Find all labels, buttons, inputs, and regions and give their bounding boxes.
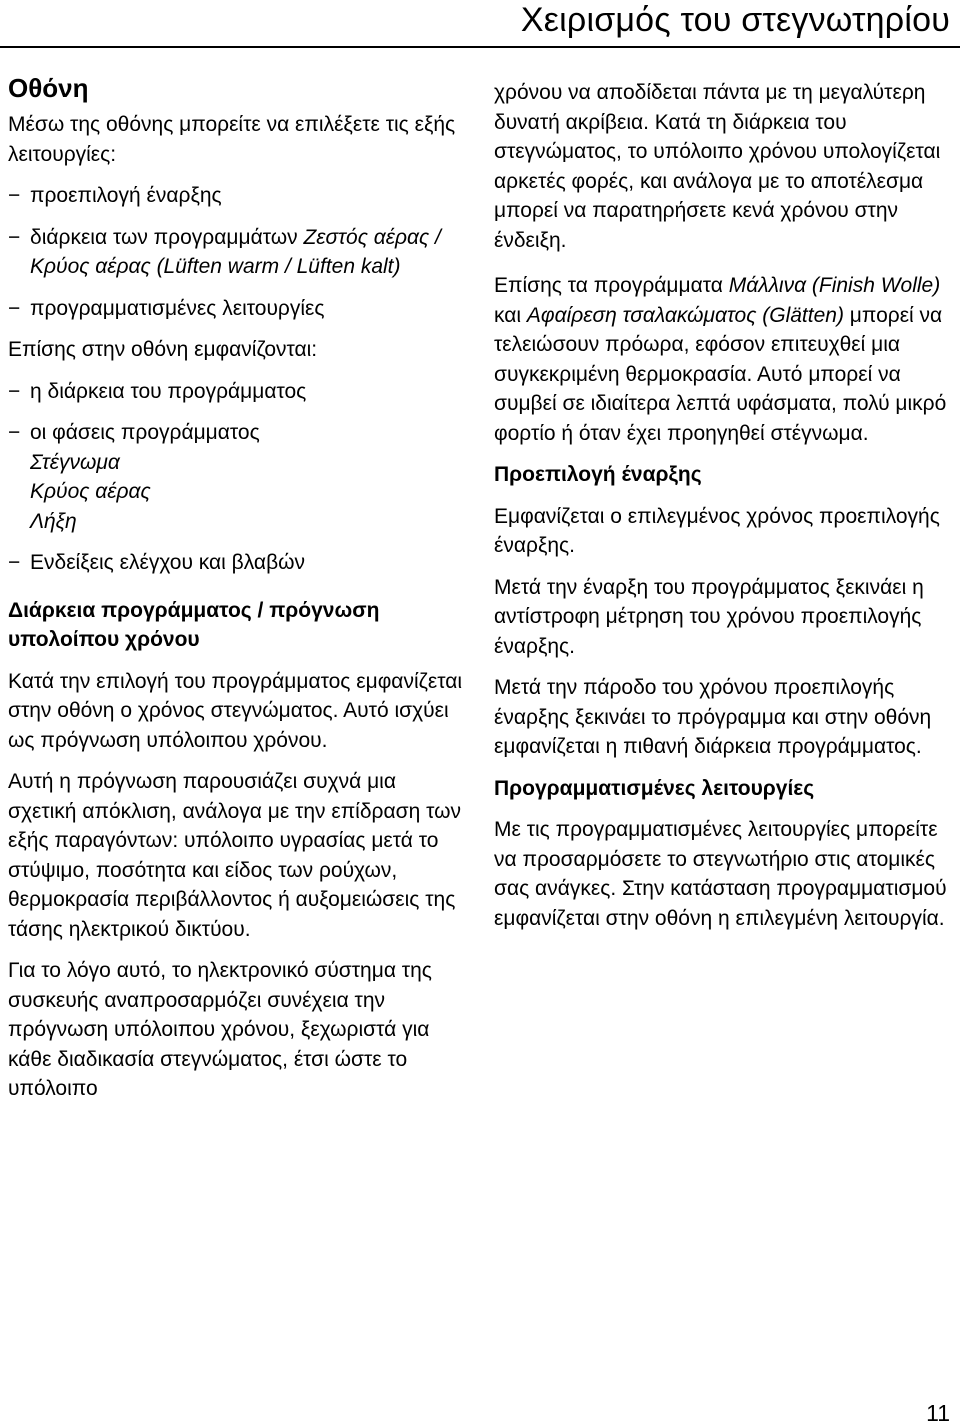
list-item-text: προεπιλογή έναρξης [30,184,222,207]
list-item-text: διάρκεια των προγραμμάτων [30,225,298,249]
paragraph-electronics-adjust: Για το λόγο αυτό, το ηλεκτρονικό σύστημα της συσκευής αναπροσαρμόζει συνέχεια την πρόγνωση υπόλοιπου χρόνου, ξεχωριστά για κάθε διαδικασία στεγνώματος, έτσι ώστε το υπόλοιπο [8,959,432,1100]
list-item-text: οι φάσεις προγράμματος [30,421,260,444]
list-item-program-phases [8,418,466,536]
page-header-title: Χειρισμός του στεγνωτηρίου [520,1,950,39]
program-name-wool: Μάλλινα (Finish Wolle) [728,274,941,297]
paragraph-early-finish [494,271,950,448]
list-item-italic-programs: Ζεστός αέρας / Κρύος αέρας (Lüften warm / Lüften kalt) [30,225,441,278]
paragraph-programmed-functions: Με τις προγραμματισμένες λειτουργίες μπορείτε να προσαρμόσετε το στεγνωτήριο στις ατομικές σας ανάγκες. Στην κατάσταση προγραμματισμού εμφανίζεται στην οθόνη η επιλεγμένη λειτουργία. [494,818,947,930]
subheading-start-delay: Προεπιλογή έναρξης [494,463,702,486]
intro-paragraph: Μέσω της οθόνης μπορείτε να επιλέξετε τις εξής λειτουργίες: [8,113,456,166]
dash-marker: − [8,379,21,403]
dash-marker: − [8,184,21,207]
page-number: 11 [926,1400,950,1426]
paragraph-remaining-time: χρόνου να αποδίδεται πάντα με τη μεγαλύτερη δυνατή ακρίβεια. Κατά τη διάρκεια του στεγνώματος, το υπόλοιπο χρόνου υπολογίζεται αρκετές φορές, και ανάλογα με το αποτέλεσμα μπορεί να παρατηρήσετε κενά χρόνου στην ένδειξη. [494,81,941,252]
subheading-programmed-functions: Προγραμματισμένες λειτουργίες [494,776,815,800]
left-column [8,72,466,1116]
header-divider [0,46,960,48]
section-heading-display: Οθόνη [8,73,89,103]
subheading-duration-forecast: Διάρκεια προγράμματος / πρόγνωση υπολοίπου χρόνου [8,598,380,651]
text-run: και [494,303,522,327]
phase-cool-air: Κρύος αέρας [30,480,151,503]
paragraph-program-starts: Μετά την πάροδο του χρόνου προεπιλογής έναρξης ξεκινάει το πρόγραμμα και στην οθόνη εμφανίζεται η πιθανή διάρκεια προγράμματος. [494,676,932,758]
list-item-text: Ενδείξεις ελέγχου και βλαβών [30,551,306,574]
list-item-text: προγραμματισμένες λειτουργίες [30,296,325,320]
dash-marker: − [8,551,21,574]
phase-drying: Στέγνωμα [30,450,120,474]
also-shown-paragraph: Επίσης στην οθόνη εμφανίζονται: [8,338,318,361]
dash-marker: − [8,296,21,320]
text-run: μπορεί να τελειώσουν πρόωρα, εφόσον επιτευχθεί μια συγκεκριμένη θερμοκρασία. Αυτό μπορεί να συμβεί σε ιδιαίτερα λεπτά υφάσματα, πολύ μικρό φορτίο ή όταν έχει προηγηθεί στέγνωμα. [494,303,947,445]
paragraph-countdown: Μετά την έναρξη του προγράμματος ξεκινάει η αντίστροφη μέτρηση του χρόνου προεπιλογής έναρξης. [494,575,924,658]
list-item-text: η διάρκεια του προγράμματος [30,379,307,403]
text-run: Επίσης τα προγράμματα [494,274,723,297]
right-column [494,78,950,945]
dash-marker: − [8,225,21,249]
phase-end: Λήξη [30,509,77,533]
list-item-fault-indicators [8,548,466,578]
paragraph-forecast-deviation: Αυτή η πρόγνωση παρουσιάζει συχνά μια σχετική απόκλιση, ανάλογα με την επίδραση των εξής παραγόντων: υπόλοιπο υγρασίας μετά το στύψιμο, ποσότητα και είδος των ρούχων, θερμοκρασία περιβάλλοντος ή αυξομειώσεις της τάσης ηλεκτρικού δικτύου. [8,770,461,941]
list-item-program-duration [8,223,466,282]
program-name-smoothing: Αφαίρεση τσαλακώματος (Glätten) [526,303,844,327]
dash-marker: − [8,421,21,444]
list-item-program-duration-shown [8,377,466,407]
list-item-start-delay [8,181,466,211]
paragraph-duration-shown: Κατά την επιλογή του προγράμματος εμφανίζεται στην οθόνη ο χρόνος στεγνώματος. Αυτό ισχύει ως πρόγνωση υπόλοιπου χρόνου. [8,669,463,752]
list-item-programmed-functions [8,294,466,324]
paragraph-delay-shown: Εμφανίζεται ο επιλεγμένος χρόνος προεπιλογής έναρξης. [494,504,940,557]
